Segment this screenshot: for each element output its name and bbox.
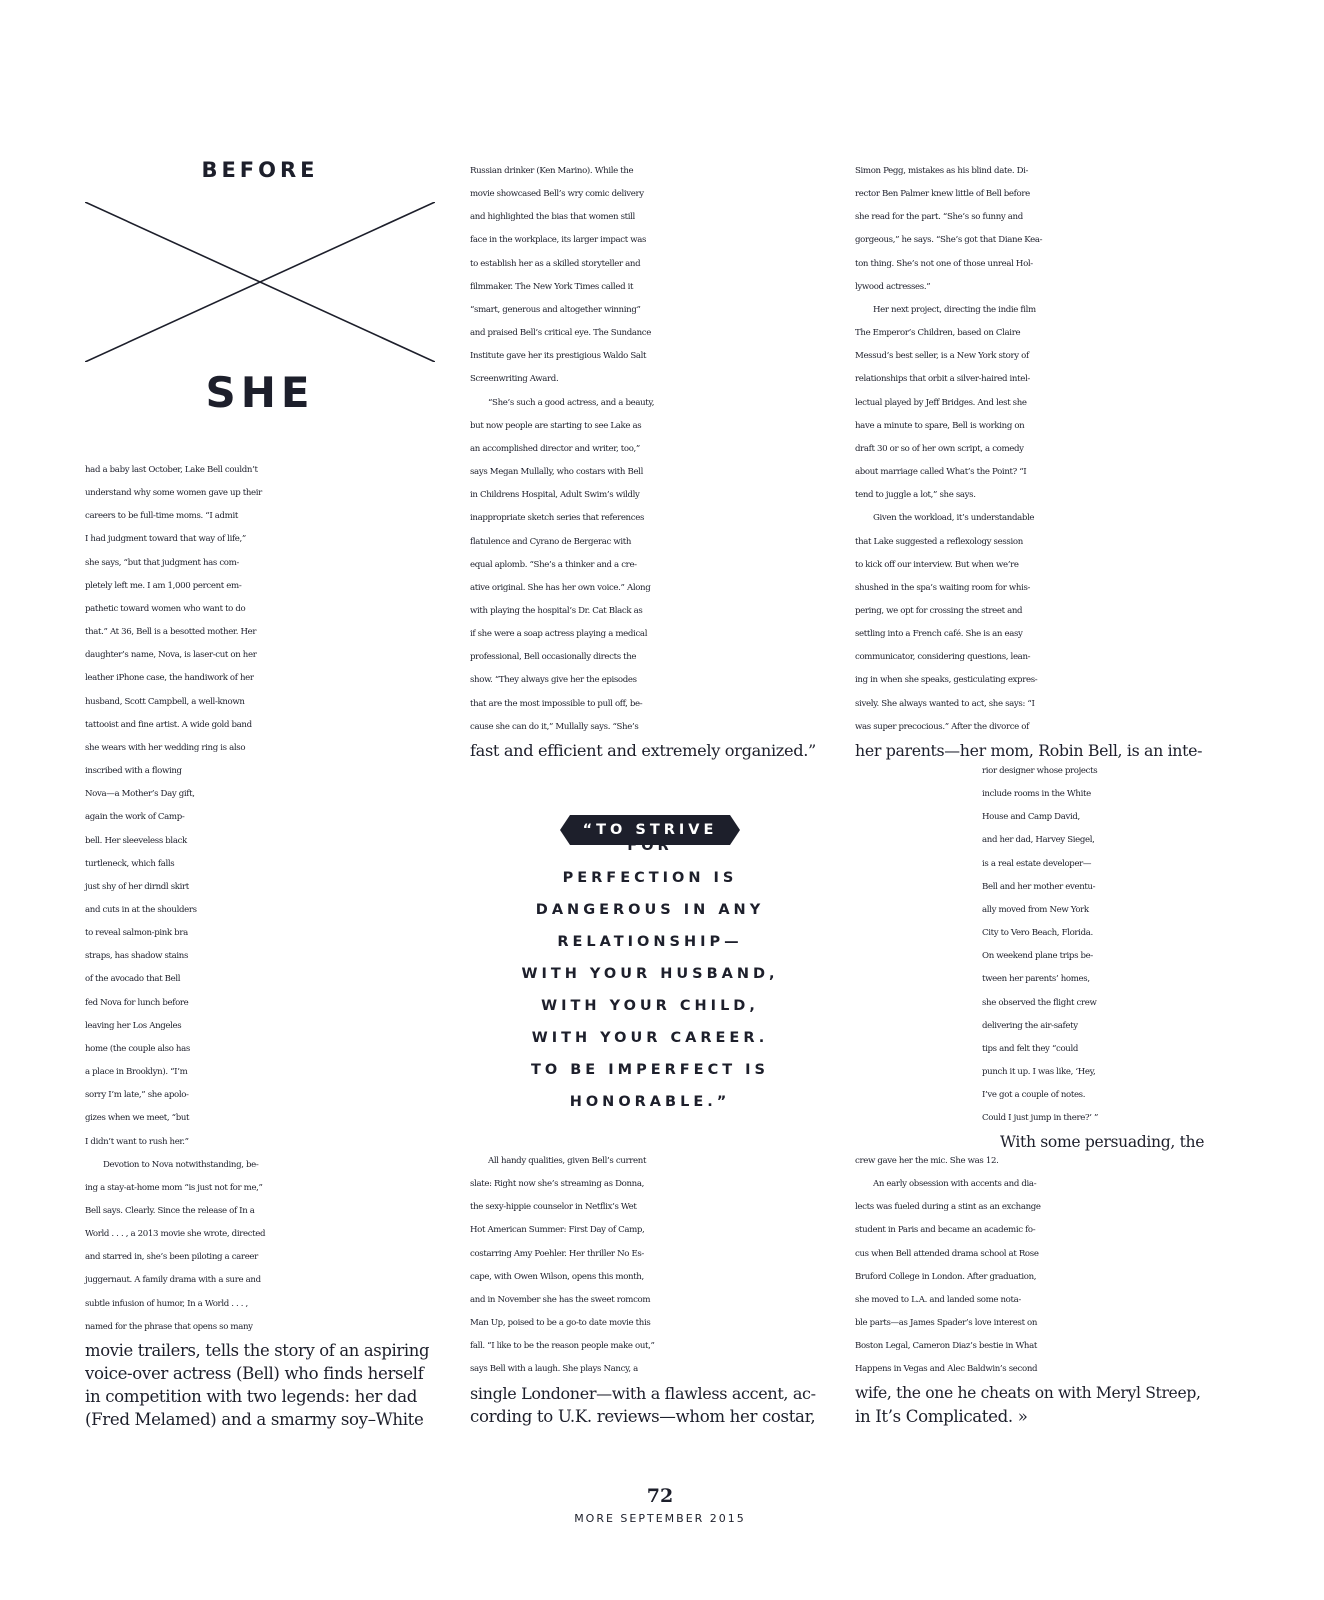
text-line: ble parts—as James Spader’s love interest on — [855, 1318, 1038, 1329]
text-line: had a baby last October, Lake Bell couldn’t — [85, 465, 258, 475]
column-1-upper — [85, 459, 429, 1432]
text-line: to kick off our interview. But when we’re — [855, 559, 1019, 570]
text-line: cause she can do it,” Mullally says. “She’s — [470, 721, 639, 732]
text-line: House and Camp David, — [982, 812, 1080, 823]
text-line: daughter’s name, Nova, is laser-cut on her — [85, 650, 257, 661]
text-line: lywood actresses.” — [855, 281, 931, 292]
text-line: I didn’t want to rush her.” — [85, 1136, 189, 1147]
text-line: leaving her Los Angeles — [85, 1020, 182, 1031]
text-line: communicator, considering questions, lean- — [855, 652, 1031, 663]
x-cross-graphic — [85, 202, 435, 362]
text-line: costarring Amy Poehler. Her thriller No Es- — [470, 1248, 644, 1259]
kicker-before: BEFORE — [201, 158, 319, 182]
text-line: juggernaut. A family drama with a sure and — [85, 1275, 261, 1286]
text-line: ing in when she speaks, gesticulating expres- — [855, 675, 1038, 686]
text-line: ally moved from New York — [982, 904, 1089, 915]
text-line: City to Vero Beach, Florida. — [982, 928, 1093, 939]
text-line: Bell says. Clearly. Since the release of In a — [85, 1206, 255, 1216]
text-line: On weekend plane trips be- — [982, 951, 1093, 962]
text-line: if she were a soap actress playing a medical — [470, 629, 648, 640]
text-line: sorry I’m late,” she apolo- — [85, 1090, 189, 1101]
text-line: subtle infusion of humor, In a World . . . , — [85, 1298, 248, 1309]
text-line: punch it up. I was like, ‘Hey, — [982, 1067, 1096, 1078]
text-line: that.” At 36, Bell is a besotted mother. Her — [85, 627, 257, 638]
text-line: tend to juggle a lot,” she says. — [855, 490, 976, 501]
text-line: she wears with her wedding ring is also — [85, 742, 246, 753]
text-line: says Megan Mullally, who costars with Bell — [470, 467, 643, 478]
text-line: pering, we opt for crossing the street and — [855, 605, 1023, 616]
text-line: With some persuading, the — [1000, 1132, 1205, 1151]
text-line: leather iPhone case, the handiwork of her — [85, 673, 254, 684]
text-line: her parents—her mom, Robin Bell, is an inte- — [855, 740, 1203, 760]
text-line: settling into a French café. She is an easy — [855, 629, 1023, 640]
text-line: turtleneck, which falls — [85, 858, 175, 869]
pull-quote-line-1: “TO STRIVE — [582, 822, 718, 838]
pull-quote-line-3: PERFECTION IS — [562, 870, 738, 886]
pull-quote-line-10: HONORABLE.” — [569, 1094, 731, 1110]
text-line: she read for the part. “She’s so funny and — [855, 212, 1023, 223]
text-line: I had judgment toward that way of life,” — [85, 534, 246, 545]
text-line: Man Up, poised to be a go-to date movie this — [470, 1318, 651, 1329]
text-line: cape, with Owen Wilson, opens this month, — [470, 1271, 644, 1282]
magazine-issue: MORE SEPTEMBER 2015 — [574, 1512, 746, 1525]
text-line: husband, Scott Campbell, a well-known — [85, 696, 245, 707]
pull-quote-line-2: FOR — [627, 838, 673, 854]
text-line: inappropriate sketch series that references — [470, 513, 645, 524]
text-line: bell. Her sleeveless black — [85, 835, 187, 846]
text-line: in competition with two legends: her dad — [85, 1387, 418, 1407]
text-line: delivering the air-safety — [982, 1020, 1078, 1031]
text-line: fast and efficient and extremely organized.” — [470, 740, 816, 760]
text-line: shushed in the spa’s waiting room for whis- — [855, 582, 1031, 593]
text-line: and her dad, Harvey Siegel, — [982, 835, 1095, 846]
text-line: was super precocious.” After the divorce of — [855, 721, 1029, 732]
text-line: tween her parents’ homes, — [982, 974, 1090, 985]
text-line: filmmaker. The New York Times called it — [470, 281, 634, 292]
text-line: and highlighted the bias that women still — [470, 212, 635, 223]
text-line: with playing the hospital’s Dr. Cat Black as — [470, 605, 643, 616]
text-line: she moved to L.A. and landed some nota- — [855, 1294, 1021, 1305]
text-line: home (the couple also has — [85, 1043, 190, 1054]
text-line: that Lake suggested a reflexology session — [855, 536, 1023, 547]
text-line: “She’s such a good actress, and a beauty, — [488, 397, 655, 408]
text-line: to reveal salmon-pink bra — [85, 928, 188, 939]
text-line: again the work of Camp- — [85, 812, 185, 823]
text-line: I’ve got a couple of notes. — [982, 1090, 1086, 1101]
column-2-upper — [470, 160, 816, 762]
text-line: Devotion to Nova notwithstanding, be- — [103, 1159, 259, 1170]
text-line: of the avocado that Bell — [85, 974, 181, 985]
text-line: ton thing. She’s not one of those unreal Hol- — [855, 258, 1033, 269]
pull-quote-line-8: WITH YOUR CAREER. — [531, 1030, 769, 1046]
text-line: (Fred Melamed) and a smarmy soy–White — [85, 1410, 424, 1430]
text-line: inscribed with a flowing — [85, 766, 182, 777]
pull-quote-line-4: DANGEROUS IN ANY — [535, 902, 765, 918]
text-line: student in Paris and became an academic fo- — [855, 1225, 1036, 1236]
text-line: pletely left me. I am 1,000 percent em- — [85, 580, 242, 591]
text-line: sively. She always wanted to act, she says: “I — [855, 698, 1035, 709]
pull-quote-line-5: RELATIONSHIP— — [557, 934, 743, 950]
column-3-lower — [855, 1150, 1201, 1428]
text-line: gorgeous,” he says. “She’s got that Diane Kea- — [855, 235, 1043, 246]
text-line: World . . . , a 2013 movie she wrote, directed — [85, 1229, 266, 1240]
text-line: Nova—a Mother’s Day gift, — [85, 789, 195, 800]
text-line: ing a stay-at-home mom “is just not for me,” — [85, 1182, 263, 1193]
text-line: lectual played by Jeff Bridges. And lest she — [855, 397, 1027, 408]
text-line: to establish her as a skilled storyteller and — [470, 258, 641, 269]
text-line: cording to U.K. reviews—whom her costar, — [470, 1406, 816, 1426]
pull-quote-line-6: WITH YOUR HUSBAND, — [521, 966, 779, 982]
text-line: and cuts in at the shoulders — [85, 904, 197, 915]
text-line: is a real estate developer— — [982, 858, 1092, 869]
text-line: include rooms in the White — [982, 789, 1091, 800]
text-line: tattooist and fine artist. A wide gold band — [85, 719, 252, 730]
column-2-lower — [470, 1150, 816, 1428]
text-line: Her next project, directing the indie film — [873, 304, 1036, 315]
page-number: 72 — [646, 1485, 674, 1507]
text-line: named for the phrase that opens so many — [85, 1321, 253, 1332]
text-line: voice-over actress (Bell) who finds herself — [85, 1364, 424, 1384]
text-line: Messud’s best seller, is a New York story of — [855, 351, 1029, 362]
text-line: “smart, generous and altogether winning” — [470, 304, 641, 315]
text-line: fall. “I like to be the reason people make out,” — [470, 1341, 655, 1352]
kicker-she: SHE — [205, 368, 315, 417]
text-line: in Childrens Hospital, Adult Swim’s wildly — [470, 490, 640, 501]
text-line: show. “They always give her the episodes — [470, 675, 637, 686]
text-line: about marriage called What’s the Point? “I — [855, 467, 1027, 478]
text-line: says Bell with a laugh. She plays Nancy, a — [470, 1364, 638, 1375]
text-line: have a minute to spare, Bell is working on — [855, 420, 1025, 431]
text-line: Screenwriting Award. — [470, 374, 559, 385]
text-line: Given the workload, it’s understandable — [873, 513, 1035, 524]
text-line: slate: Right now she’s streaming as Donna, — [470, 1179, 644, 1190]
text-line: draft 30 or so of her own script, a comedy — [855, 443, 1024, 454]
pull-quote-line-7: WITH YOUR CHILD, — [541, 998, 759, 1014]
text-line: in It’s Complicated. » — [855, 1406, 1028, 1426]
text-line: The Emperor’s Children, based on Claire — [855, 328, 1021, 339]
text-line: and in November she has the sweet romcom — [470, 1294, 651, 1305]
text-line: Hot American Summer: First Day of Camp, — [470, 1225, 645, 1236]
text-line: gizes when we meet, “but — [85, 1113, 190, 1124]
text-line: professional, Bell occasionally directs the — [470, 652, 637, 663]
pull-quote-line-9: TO BE IMPERFECT IS — [530, 1062, 770, 1078]
column-3-wrap — [982, 760, 1204, 1154]
text-line: pathetic toward women who want to do — [85, 603, 246, 614]
text-line: wife, the one he cheats on with Meryl Streep, — [855, 1383, 1201, 1402]
text-line: lects was fueled during a stint as an exchange — [855, 1202, 1041, 1213]
text-line: tips and felt they “could — [982, 1043, 1079, 1054]
text-line: relationships that orbit a silver-haired intel- — [855, 374, 1030, 385]
text-line: just shy of her dirndl skirt — [85, 881, 189, 892]
text-line: understand why some women gave up their — [85, 488, 262, 499]
text-line: equal aplomb. “She’s a thinker and a cre- — [470, 559, 637, 570]
text-line: movie trailers, tells the story of an aspiring — [85, 1340, 430, 1360]
text-line: she observed the flight crew — [982, 997, 1097, 1008]
text-line: she says, “but that judgment has com- — [85, 557, 239, 568]
text-line: single Londoner—with a flawless accent, ac- — [470, 1383, 816, 1403]
text-line: an accomplished director and writer, too,” — [470, 443, 640, 454]
text-line: Institute gave her its prestigious Waldo Salt — [470, 351, 647, 362]
text-line: and starred in, she’s been piloting a career — [85, 1252, 258, 1263]
text-line: a place in Brooklyn). “I’m — [85, 1067, 188, 1078]
text-line: Boston Legal, Cameron Diaz’s bestie in What — [855, 1341, 1037, 1352]
text-line: ative original. She has her own voice.” Along — [470, 582, 651, 593]
text-line: All handy qualities, given Bell’s current — [488, 1156, 647, 1166]
text-line: that are the most impossible to pull off, be- — [470, 698, 643, 709]
text-line: Simon Pegg, mistakes as his blind date. Di- — [855, 166, 1029, 176]
text-line: cus when Bell attended drama school at Rose — [855, 1248, 1039, 1259]
column-3-upper — [855, 160, 1202, 762]
text-line: An early obsession with accents and dia- — [873, 1179, 1037, 1190]
text-line: Russian drinker (Ken Marino). While the — [470, 166, 634, 176]
text-line: and praised Bell’s critical eye. The Sundance — [470, 328, 652, 339]
text-line: face in the workplace, its larger impact was — [470, 235, 647, 246]
text-line: Bruford College in London. After graduation, — [855, 1271, 1037, 1282]
text-line: rior designer whose projects — [982, 766, 1098, 776]
text-line: Happens in Vegas and Alec Baldwin’s second — [855, 1364, 1038, 1375]
text-line: rector Ben Palmer knew little of Bell before — [855, 189, 1030, 200]
text-line: straps, has shadow stains — [85, 951, 189, 962]
text-line: crew gave her the mic. She was 12. — [855, 1156, 999, 1166]
text-line: but now people are starting to see Lake as — [470, 420, 642, 431]
text-line: fed Nova for lunch before — [85, 997, 189, 1008]
text-line: careers to be full-time moms. “I admit — [85, 511, 238, 522]
text-line: Bell and her mother eventu- — [982, 881, 1096, 892]
text-line: flatulence and Cyrano de Bergerac with — [470, 536, 632, 547]
text-line: the sexy-hippie counselor in Netflix’s Wet — [470, 1202, 637, 1213]
text-line: movie showcased Bell’s wry comic delivery — [470, 189, 644, 200]
text-line: Could I just jump in there?’ ” — [982, 1113, 1099, 1124]
